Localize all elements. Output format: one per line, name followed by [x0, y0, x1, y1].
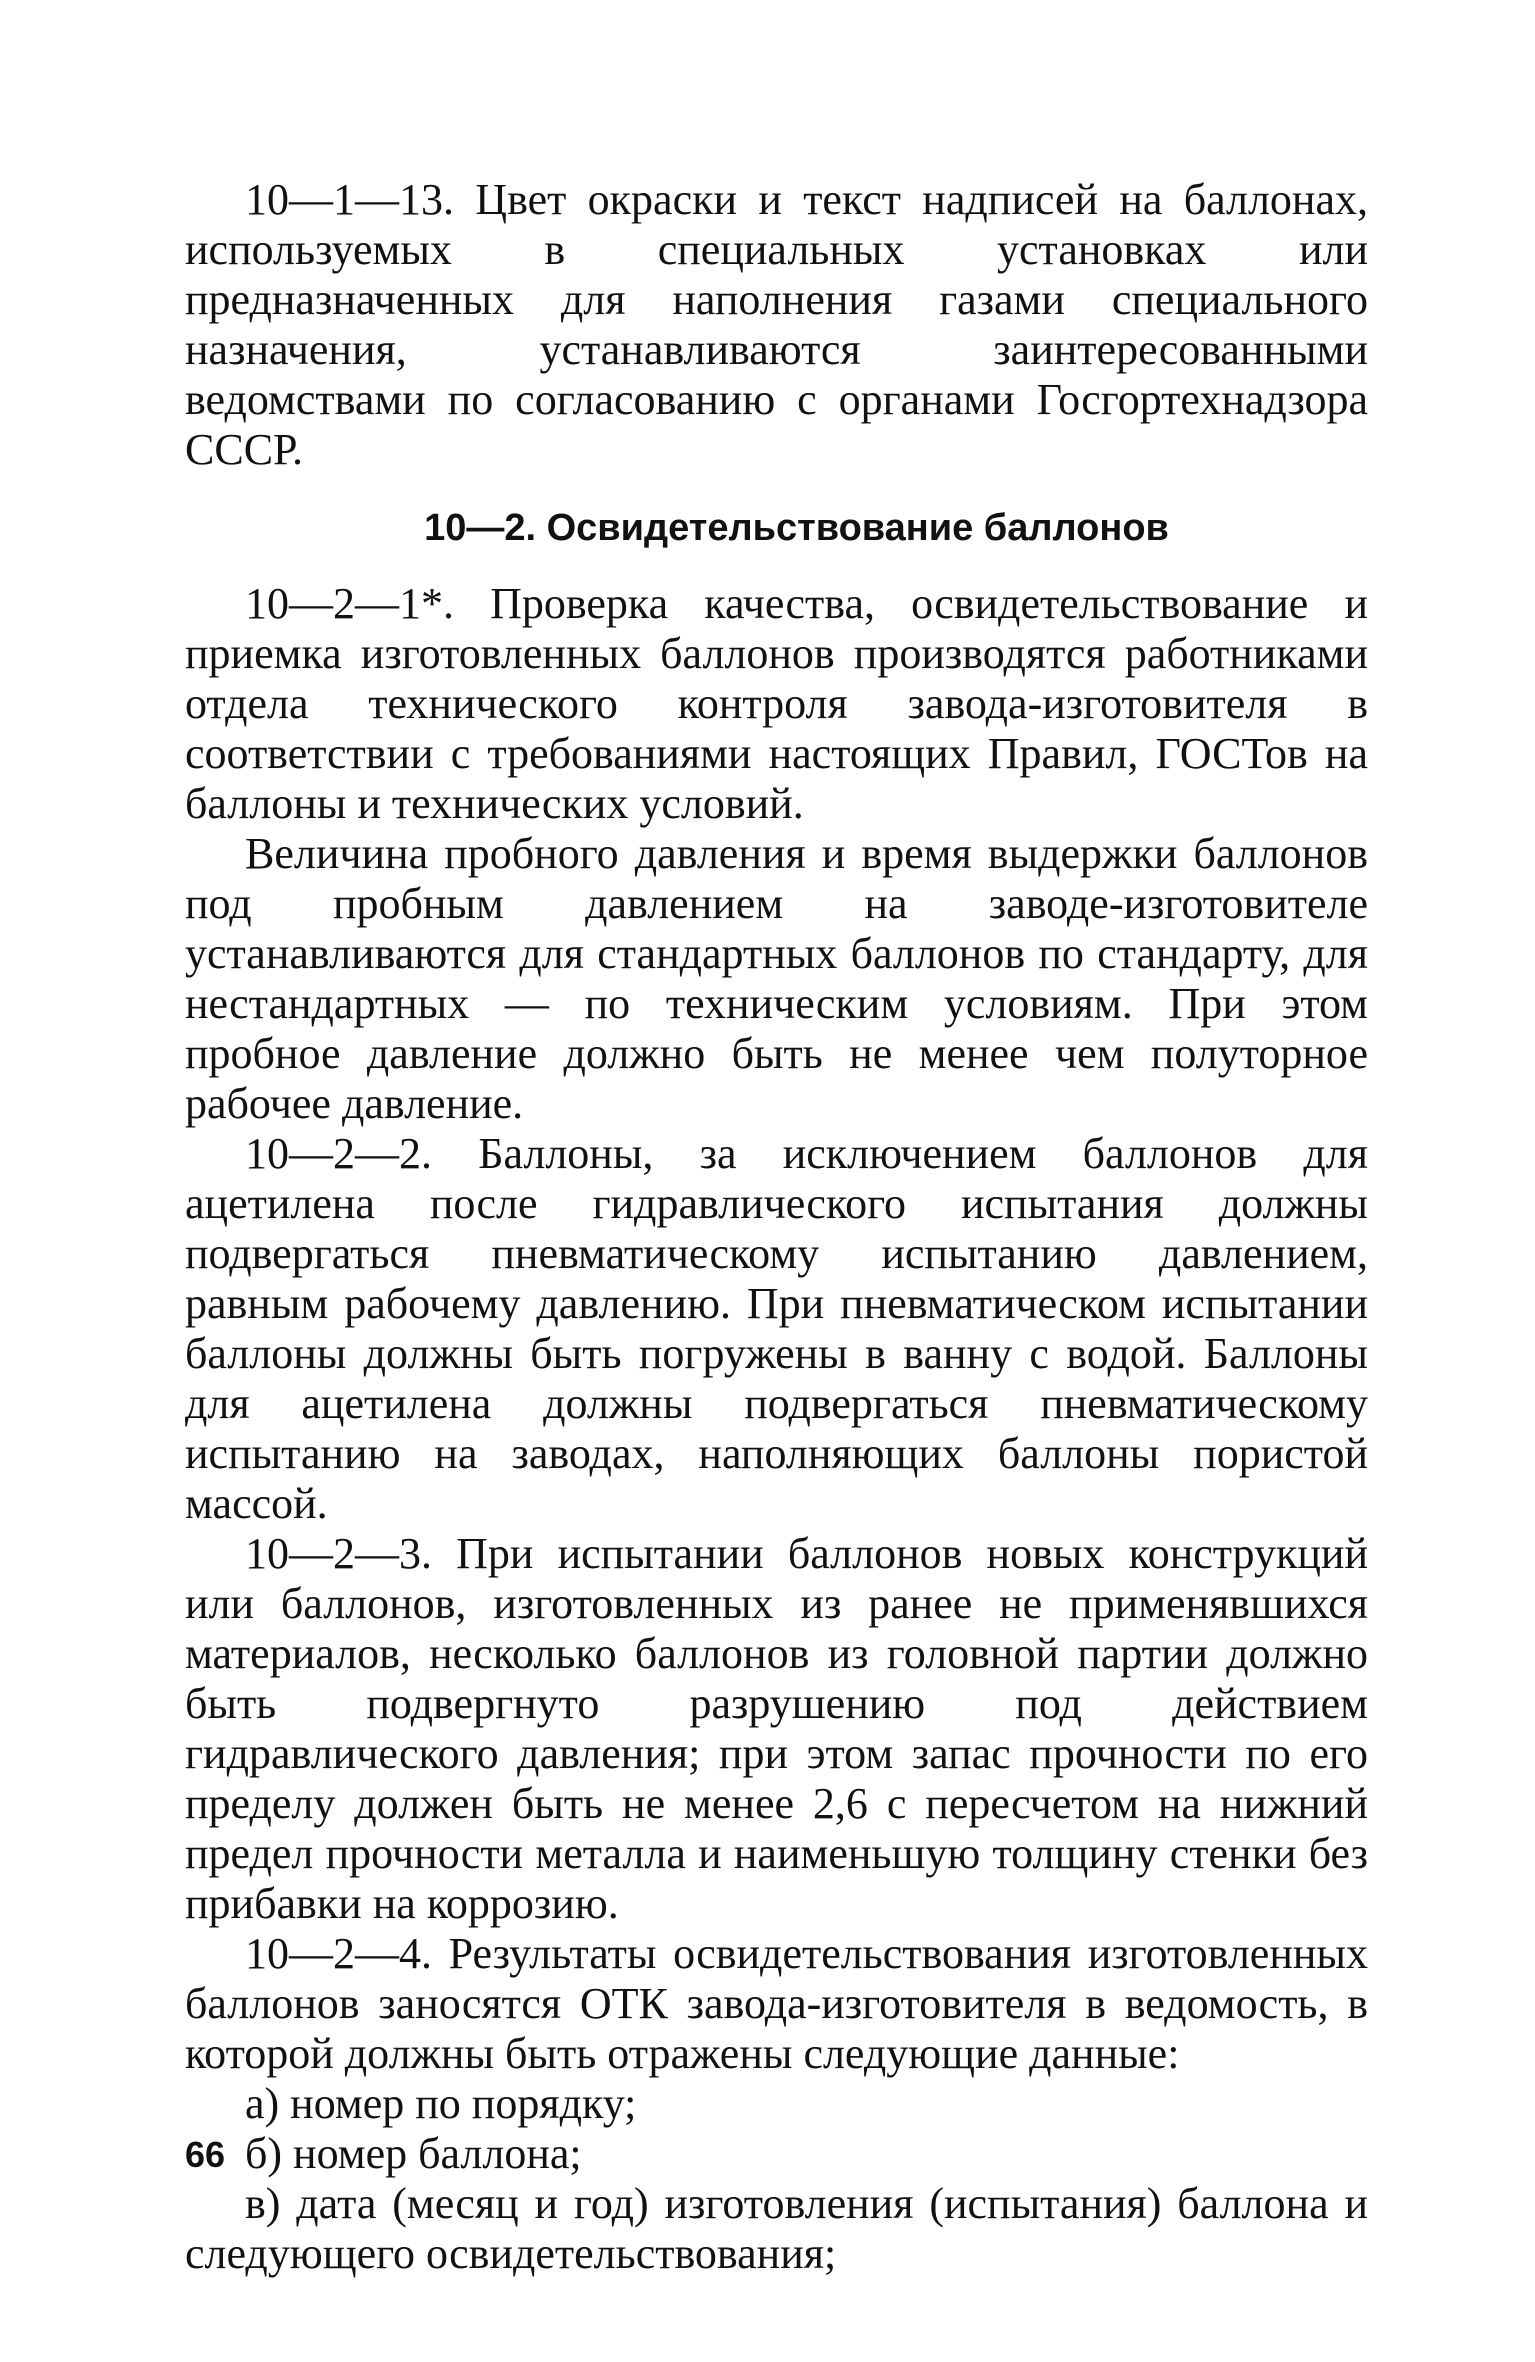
- paragraph-10-2-3: 10—2—3. При испытании баллонов новых конструкций или баллонов, изготовленных из ранее не применявшихся материалов, несколько баллонов из головной партии должно быть подвергнуто разрушению под действием гидравлического давления; при этом запас прочности по его пределу должен быть не менее 2,6 с пересчетом на нижний предел прочности металла и наименьшую толщину стенки без прибавки на коррозию.: [185, 1529, 1368, 1928]
- list-item: а) номер по порядку;: [245, 2079, 637, 2128]
- list-item: в) дата (месяц и год) изготовления (испытания) баллона и следующего освидетельствования;: [185, 2179, 1368, 2278]
- paragraph-10-2-1: 10—2—1*. Проверка качества, освидетельствование и приемка изготовленных баллонов производятся работниками отдела технического контроля завода-изготовителя в соответствии с требованиями настоящих Правил, ГОСТов на баллоны и технических условий.: [185, 579, 1368, 828]
- section-heading: 10—2. Освидетельствование баллонов: [424, 507, 1169, 549]
- page-number: 66: [185, 2134, 226, 2175]
- paragraph-10-1-13: 10—1—13. Цвет окраски и текст надписей на баллонах, используемых в специальных установках или предназначенных для наполнения газами специального назначения, устанавливаются заинтересованными ведомствами по согласованию с органами Госгортехнадзора СССР.: [185, 175, 1368, 474]
- paragraph-10-2-2: 10—2—2. Баллоны, за исключением баллонов для ацетилена после гидравлического испытания должны подвергаться пневматическому испытанию давлением, равным рабочему давлению. При пневматическом испытании баллоны должны быть погружены в ванну с водой. Баллоны для ацетилена должны подвергаться пневматическому испытанию на заводах, наполняющих баллоны пористой массой.: [185, 1129, 1368, 1528]
- document-page: [185, 175, 1368, 2279]
- paragraph-10-2-4: 10—2—4. Результаты освидетельствования изготовленных баллонов заносятся ОТК завода-изготовителя в ведомость, в которой должны быть отражены следующие данные:: [185, 1929, 1368, 2078]
- paragraph-test-pressure: Величина пробного давления и время выдержки баллонов под пробным давлением на заводе-изготовителе устанавливаются для стандартных баллонов по стандарту, для нестандартных — по техническим условиям. При этом пробное давление должно быть не менее чем полуторное рабочее давление.: [185, 829, 1368, 1128]
- data-list: [185, 2079, 1368, 2279]
- list-item: б) номер баллона;: [245, 2129, 582, 2178]
